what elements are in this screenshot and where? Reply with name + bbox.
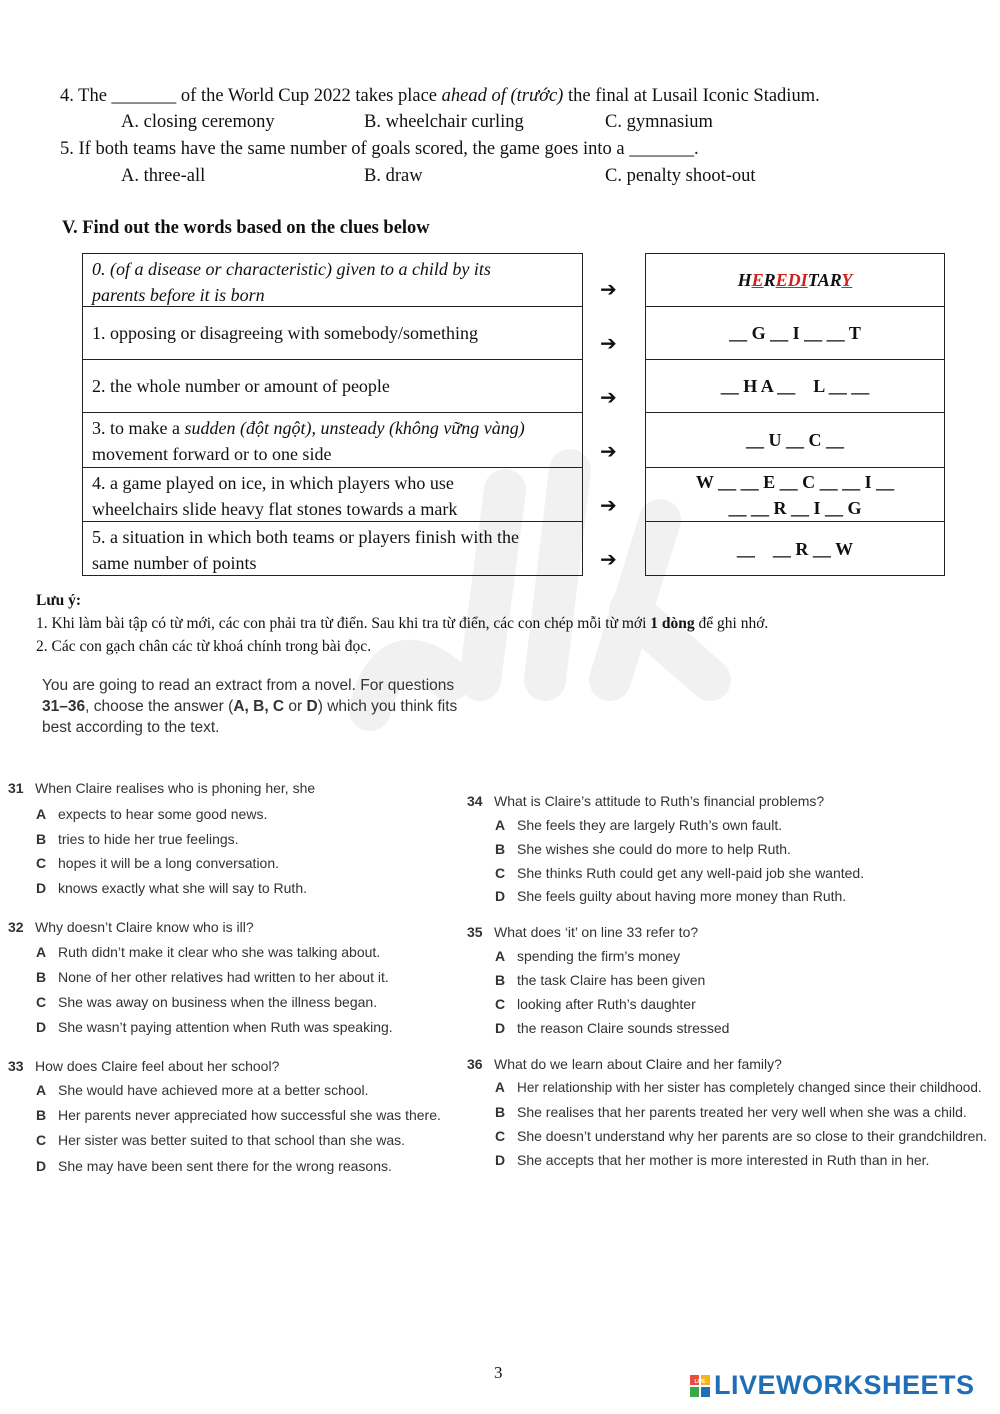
page-number: 3 xyxy=(494,1363,503,1382)
answer-3[interactable]: __ U __ C __ xyxy=(645,412,945,468)
intro-text: , choose the answer ( xyxy=(85,698,234,715)
answer-0 xyxy=(645,253,945,307)
option-letter: D xyxy=(36,1158,47,1174)
arrow-icon: ➔ xyxy=(600,547,617,571)
option-letter: B xyxy=(495,1104,506,1120)
answer-line: __ __ R __ I __ G xyxy=(728,497,862,518)
clue-5 xyxy=(82,521,583,576)
intro-bold: A, B, C xyxy=(233,698,285,715)
answer-2[interactable]: __ H A __ L __ __ xyxy=(645,359,945,413)
option-text: Ruth didn’t make it clear who she was talking about. xyxy=(58,944,381,960)
question-text: If both teams have the same number of goals scored, the game goes into a _______. xyxy=(78,139,699,159)
section-title: V. Find out the words based on the clues below xyxy=(62,218,430,238)
option-text: Her relationship with her sister has completely changed since their childhood. xyxy=(517,1080,982,1095)
clue-0 xyxy=(82,253,583,307)
option-letter: C xyxy=(495,865,506,881)
question-text: The _______ of the World Cup 2022 takes place xyxy=(78,86,442,106)
option-text: She may have been sent there for the wrong reasons. xyxy=(58,1158,392,1174)
logo-text: LIVEWORKSHEETS xyxy=(714,1370,975,1400)
note-text-end: để ghi nhớ. xyxy=(694,615,769,632)
answer-letter-red: Y xyxy=(841,270,853,290)
liveworksheets-icon xyxy=(690,1375,710,1397)
option-text: She feels guilty about having more money than Ruth. xyxy=(517,888,847,904)
option-letter: B xyxy=(36,831,47,847)
question-text-end: the final at Lusail Iconic Stadium. xyxy=(563,86,820,106)
note-line-2: 2. Các con gạch chân các từ khoá chính trong bài đọc. xyxy=(36,638,372,655)
option-letter: A xyxy=(36,1082,47,1098)
clue-line: wheelchairs slide heavy flat stones towards a mark xyxy=(92,499,458,519)
option-letter: C xyxy=(36,994,47,1010)
option-letter: D xyxy=(495,1020,506,1036)
clue-text: 3. to make a xyxy=(92,418,185,438)
option-letter: A xyxy=(495,948,506,964)
option-text: Her parents never appreciated how successful she was there. xyxy=(58,1107,441,1123)
question-text: What does ‘it’ on line 33 refer to? xyxy=(494,924,699,940)
option-text: knows exactly what she will say to Ruth. xyxy=(58,880,307,896)
option-letter: C xyxy=(495,1128,506,1144)
intro-line xyxy=(42,696,502,717)
arrow-icon: ➔ xyxy=(600,439,617,463)
option-text: the task Claire has been given xyxy=(517,972,706,988)
intro-text: or xyxy=(284,698,307,715)
arrow-icon: ➔ xyxy=(600,493,617,517)
option-letter: A xyxy=(495,1080,505,1095)
option-text: She wasn’t paying attention when Ruth was speaking. xyxy=(58,1019,393,1035)
intro-line: best according to the text. xyxy=(42,719,220,736)
option-letter: A xyxy=(36,806,47,822)
option-text: She thinks Ruth could get any well-paid job she wanted. xyxy=(517,865,865,881)
option-letter: D xyxy=(36,880,47,896)
option-letter: D xyxy=(36,1019,47,1035)
option-letter: B xyxy=(36,1107,47,1123)
option-letter: A xyxy=(495,817,506,833)
option-text: spending the firm’s money xyxy=(517,948,681,964)
option-text: She feels they are largely Ruth’s own fault. xyxy=(517,817,783,833)
intro-text: ) which you think fits xyxy=(317,698,458,715)
question-number: 32 xyxy=(8,919,24,935)
mcq-question-5 xyxy=(60,136,699,162)
option-text: She was away on business when the illness began. xyxy=(58,994,378,1010)
clue-line: same number of points xyxy=(92,553,257,573)
note-text: 1. Khi làm bài tập có từ mới, các con phải tra từ điển. Sau khi tra từ điển, các con chép mỗi từ mới xyxy=(36,615,651,632)
question-text: Why doesn’t Claire know who is ill? xyxy=(35,919,254,935)
option-a[interactable]: A. closing ceremony xyxy=(121,112,275,132)
note-bold: 1 dòng xyxy=(650,615,695,632)
answer-letter-red: E xyxy=(775,270,788,290)
question-number: 31 xyxy=(8,780,24,796)
option-letter: C xyxy=(36,1132,47,1148)
option-c[interactable]: C. penalty shoot-out xyxy=(605,166,756,186)
intro-bold: D xyxy=(306,698,318,715)
answer-5[interactable]: __ __ R __ W xyxy=(645,521,945,576)
clue-4 xyxy=(82,467,583,522)
option-text: tries to hide her true feelings. xyxy=(58,831,239,847)
answer-line: W __ __ E __ C __ __ I __ xyxy=(695,471,895,492)
answer-hereditary xyxy=(646,267,944,293)
option-text: She realises that her parents treated her very well when she was a child. xyxy=(517,1104,967,1120)
answer-letter: R xyxy=(763,270,776,290)
clue-line: parents before it is born xyxy=(92,285,265,305)
option-letter: D xyxy=(495,888,506,904)
intro-bold: 31–36 xyxy=(42,698,86,715)
answer-letter-red: DI xyxy=(787,270,808,290)
option-text: hopes it will be a long conversation. xyxy=(58,855,280,871)
intro-line: You are going to read an extract from a novel. For questions xyxy=(42,677,455,694)
clue-italic: sudden (đột ngột), unsteady (không vững vàng) xyxy=(184,418,525,438)
option-letter: B xyxy=(495,841,506,857)
clue-2: 2. the whole number or amount of people xyxy=(82,359,583,413)
svg-text:LIVE: LIVE xyxy=(694,1378,706,1385)
answer-4[interactable] xyxy=(645,467,945,522)
clue-line: 4. a game played on ice, in which players who use xyxy=(92,473,454,493)
answer-letter: TAR xyxy=(807,270,842,290)
option-text: She would have achieved more at a better school. xyxy=(58,1082,369,1098)
option-text: expects to hear some good news. xyxy=(58,806,268,822)
option-b[interactable]: B. draw xyxy=(364,166,423,186)
option-letter: B xyxy=(495,972,506,988)
option-letter: C xyxy=(36,855,47,871)
option-text: None of her other relatives had written to her about it. xyxy=(58,969,389,985)
question-text: When Claire realises who is phoning her, she xyxy=(35,780,316,796)
question-number: 34 xyxy=(467,793,483,809)
arrow-icon: ➔ xyxy=(600,385,617,409)
clue-line: 5. a situation in which both teams or players finish with the xyxy=(92,527,519,547)
note-line-1 xyxy=(36,615,768,633)
option-text: Her sister was better suited to that school than she was. xyxy=(58,1132,406,1148)
question-text: How does Claire feel about her school? xyxy=(35,1058,280,1074)
arrow-icon: ➔ xyxy=(600,331,617,355)
option-letter: C xyxy=(495,996,506,1012)
option-text: She doesn’t understand why her parents are so close to their grandchildren. xyxy=(517,1128,988,1144)
option-letter: D xyxy=(495,1152,506,1168)
question-number: 33 xyxy=(8,1058,24,1074)
question-number: 35 xyxy=(467,924,483,940)
mcq-question-4 xyxy=(60,83,820,109)
clue-text-end: movement forward or to one side xyxy=(92,444,332,464)
clue-line: 0. (of a disease or characteristic) given to a child by its xyxy=(92,259,491,279)
arrow-icon: ➔ xyxy=(600,277,617,301)
option-text: the reason Claire sounds stressed xyxy=(517,1020,730,1036)
option-text: looking after Ruth’s daughter xyxy=(517,996,696,1012)
question-number: 5. xyxy=(60,139,74,159)
clue-1: 1. opposing or disagreeing with somebody/something xyxy=(82,306,583,360)
reading-intro xyxy=(42,675,502,738)
option-c[interactable]: C. gymnasium xyxy=(605,112,713,132)
question-number: 36 xyxy=(467,1056,483,1072)
liveworksheets-logo[interactable] xyxy=(690,1370,975,1401)
question-text: What do we learn about Claire and her family? xyxy=(494,1056,782,1072)
option-a[interactable]: A. three-all xyxy=(121,166,206,186)
answer-1[interactable]: __ G __ I __ __ T xyxy=(645,306,945,360)
option-text: She wishes she could do more to help Ruth. xyxy=(517,841,791,857)
note-title: Lưu ý: xyxy=(36,592,82,609)
question-italic: ahead of (trước) xyxy=(441,86,564,106)
question-text: What is Claire’s attitude to Ruth’s financial problems? xyxy=(494,793,825,809)
option-b[interactable]: B. wheelchair curling xyxy=(364,112,524,132)
answer-letter-red: E xyxy=(751,270,764,290)
option-letter: B xyxy=(36,969,47,985)
question-number: 4. xyxy=(60,86,74,106)
clue-3 xyxy=(82,412,583,468)
option-letter: A xyxy=(36,944,47,960)
option-text: She accepts that her mother is more interested in Ruth than in her. xyxy=(517,1152,930,1168)
answer-letter: H xyxy=(737,270,752,290)
